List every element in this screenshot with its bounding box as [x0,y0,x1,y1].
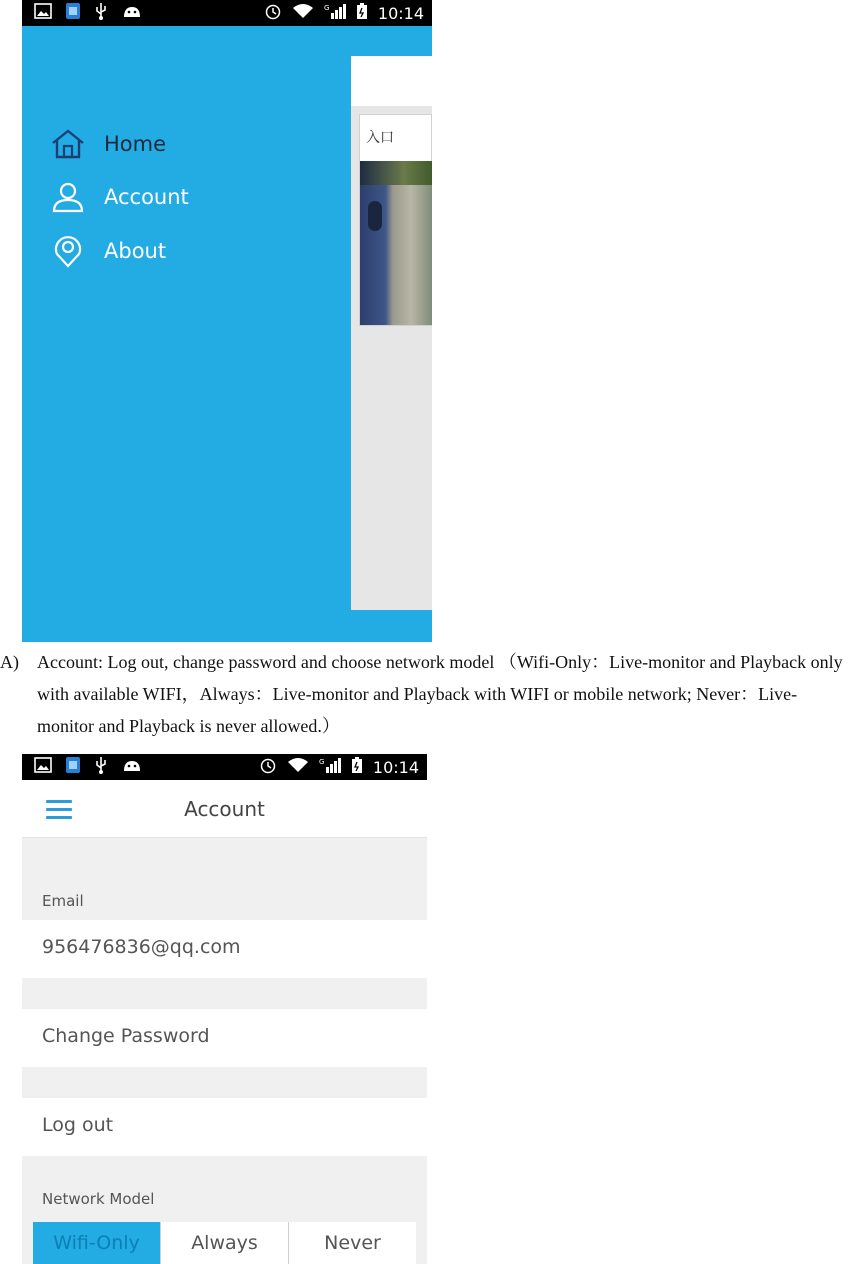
drawer-item-label: Home [104,132,167,156]
drawer-screenshot [22,0,432,642]
drawer-item-label: About [104,239,167,263]
wifi-icon [292,3,314,24]
svg-text:G: G [318,757,325,766]
camera-card[interactable] [359,114,432,326]
list-marker: A) [0,652,19,672]
email-row [22,920,427,978]
wifi-icon [287,757,309,778]
camera-thumbnail [360,161,432,325]
alarm-icon [259,756,277,779]
usb-icon [94,2,108,25]
drawer-item-about[interactable] [50,231,166,271]
clock-time: 10:14 [377,3,424,23]
usb-icon [94,756,108,779]
android-debug-icon [122,4,142,23]
change-password-button[interactable] [22,1009,427,1067]
network-option-wifi-only[interactable]: Wifi-Only [33,1222,161,1264]
signal-icon [319,757,341,778]
battery-icon [351,756,363,779]
status-bar [22,754,427,780]
person-icon [50,179,86,215]
email-section-label: Email [42,892,84,910]
home-icon [50,126,86,162]
battery-icon [356,2,368,25]
page-title: Account [184,797,265,821]
network-option-always[interactable]: Always [161,1222,289,1264]
clock-time: 10:14 [372,757,419,777]
app-notification-icon [66,3,80,24]
android-debug-icon [122,758,142,777]
log-out-label: Log out [42,1114,114,1136]
account-screenshot [22,754,427,1264]
network-option-never[interactable]: Never [289,1222,416,1264]
drawer-item-account[interactable] [50,177,189,217]
gallery-notification-icon [34,757,52,778]
gallery-notification-icon [34,3,52,24]
email-value: 956476836@qq.com [42,936,241,958]
app-bar [22,780,427,838]
drawer-item-label: Account [104,185,189,209]
status-bar [22,0,432,26]
app-notification-icon [66,757,80,778]
network-model-label: Network Model [42,1190,155,1208]
network-model-selector [33,1222,416,1264]
svg-text:G: G [323,3,330,12]
alarm-icon [264,2,282,25]
content-peek-toolbar [351,56,432,106]
camera-card-title: 入口 [366,130,394,146]
change-password-label: Change Password [42,1025,210,1047]
paragraph-text: Account: Log out, change password and choose network model （Wifi-Only：Live-monitor and Playback only with available WIFI，Always：Live-monitor and Playback with WIFI or mobile network; Never：Live-monitor and Playback is never allowed.） [37,652,843,736]
log-out-button[interactable] [22,1098,427,1156]
drawer-item-home[interactable] [50,124,166,164]
location-pin-icon [50,233,86,269]
signal-icon [324,3,346,24]
